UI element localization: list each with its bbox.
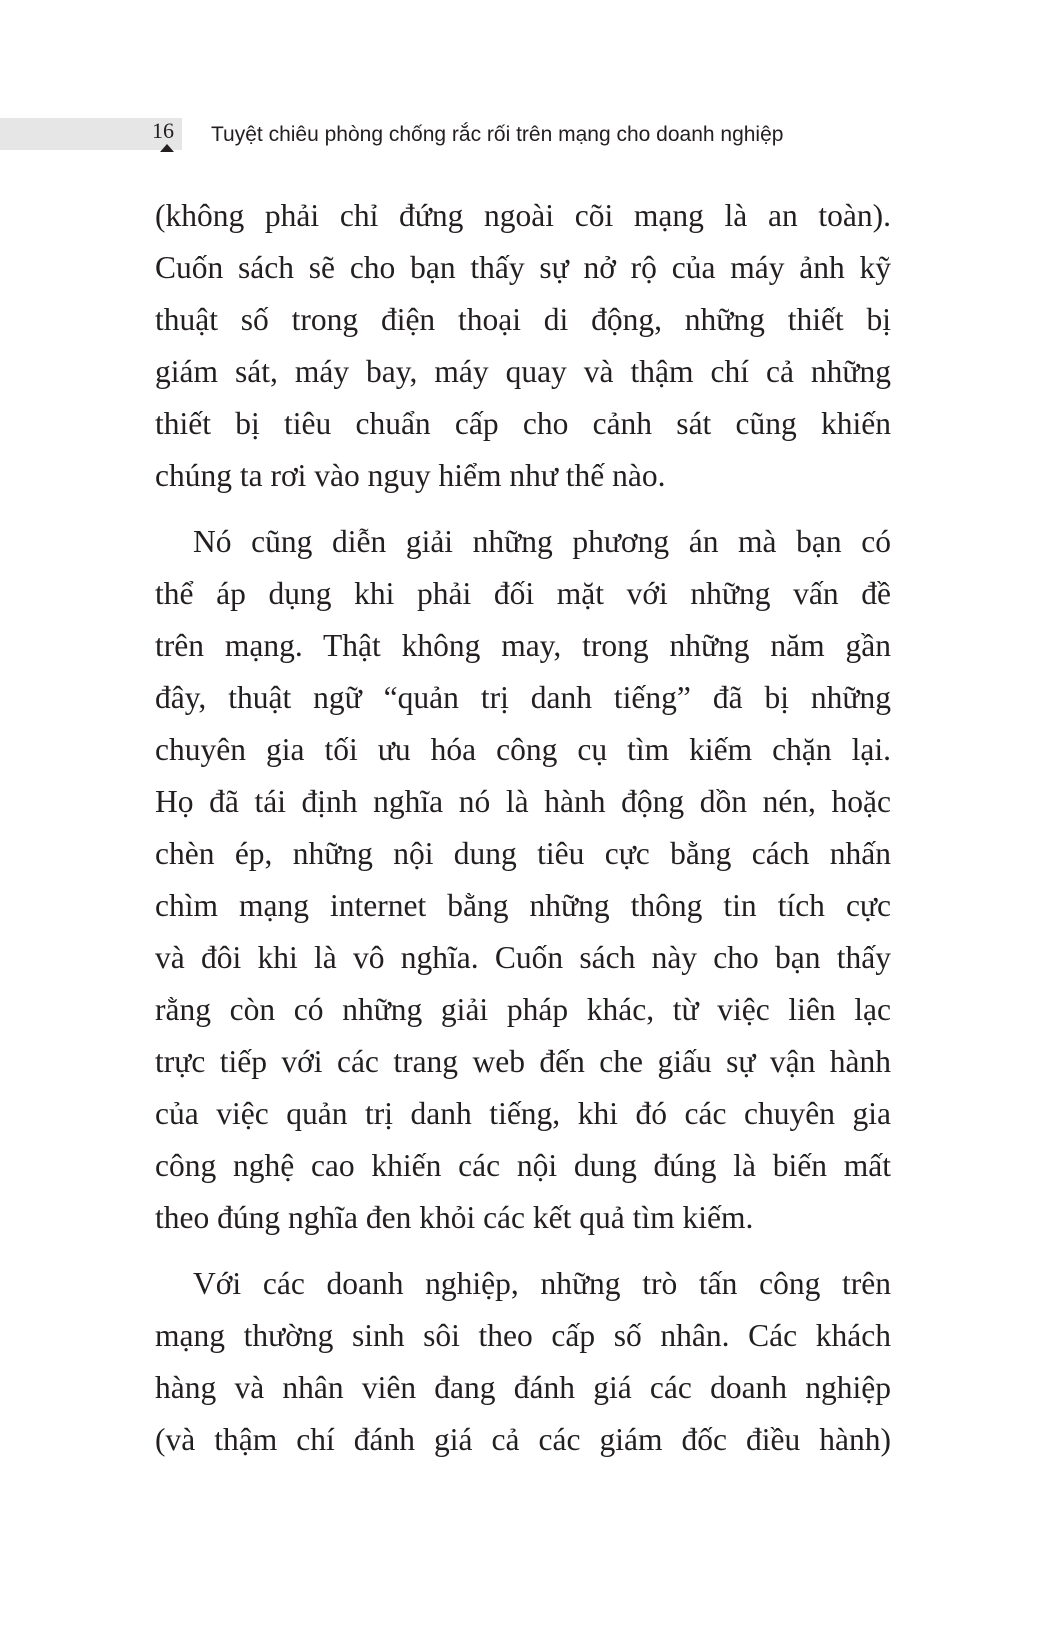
text-line: thể áp dụng khi phải đối mặt với những vấn đề — [155, 576, 891, 611]
paragraph-3 — [155, 1258, 891, 1466]
text-line: Với các doanh nghiệp, những trò tấn công trên — [193, 1266, 891, 1301]
body-text — [155, 190, 891, 1480]
text-line: giám sát, máy bay, máy quay và thậm chí cả những — [155, 354, 891, 389]
paragraph-1 — [155, 190, 891, 502]
text-line: của việc quản trị danh tiếng, khi đó các chuyên gia — [155, 1096, 891, 1131]
text-line: chìm mạng internet bằng những thông tin tích cực — [155, 888, 891, 923]
text-line: Nó cũng diễn giải những phương án mà bạn có — [193, 524, 891, 559]
text-line: theo đúng nghĩa đen khỏi các kết quả tìm kiếm. — [155, 1200, 754, 1235]
text-line: trên mạng. Thật không may, trong những năm gần — [155, 628, 891, 663]
text-line: trực tiếp với các trang web đến che giấu sự vận hành — [155, 1044, 891, 1079]
text-line: hàng và nhân viên đang đánh giá các doanh nghiệp — [155, 1370, 891, 1405]
text-line: Họ đã tái định nghĩa nó là hành động dồn nén, hoặc — [155, 784, 891, 819]
text-line: chèn ép, những nội dung tiêu cực bằng cách nhấn — [155, 836, 891, 871]
text-line: rằng còn có những giải pháp khác, từ việc liên lạc — [155, 992, 891, 1027]
text-line: chuyên gia tối ưu hóa công cụ tìm kiếm chặn lại. — [155, 732, 891, 767]
text-line: và đôi khi là vô nghĩa. Cuốn sách này cho bạn thấy — [155, 940, 891, 975]
paragraph-2 — [155, 516, 891, 1244]
text-line: (và thậm chí đánh giá cả các giám đốc điều hành) — [155, 1422, 891, 1457]
text-line: chúng ta rơi vào nguy hiểm như thế nào. — [155, 458, 666, 493]
text-line: thiết bị tiêu chuẩn cấp cho cảnh sát cũng khiến — [155, 406, 891, 441]
text-line: đây, thuật ngữ “quản trị danh tiếng” đã bị những — [155, 680, 891, 715]
text-line: công nghệ cao khiến các nội dung đúng là biến mất — [155, 1148, 891, 1183]
text-line: Cuốn sách sẽ cho bạn thấy sự nở rộ của máy ảnh kỹ — [155, 250, 891, 285]
page-marker-triangle-icon — [160, 144, 174, 152]
text-line: thuật số trong điện thoại di động, những thiết bị — [155, 302, 891, 337]
running-title: Tuyệt chiêu phòng chống rắc rối trên mạng cho doanh nghiệp — [211, 123, 784, 146]
text-line: mạng thường sinh sôi theo cấp số nhân. Các khách — [155, 1318, 891, 1353]
page-number: 16 — [152, 118, 174, 143]
text-line: (không phải chỉ đứng ngoài cõi mạng là an toàn). — [155, 198, 891, 233]
